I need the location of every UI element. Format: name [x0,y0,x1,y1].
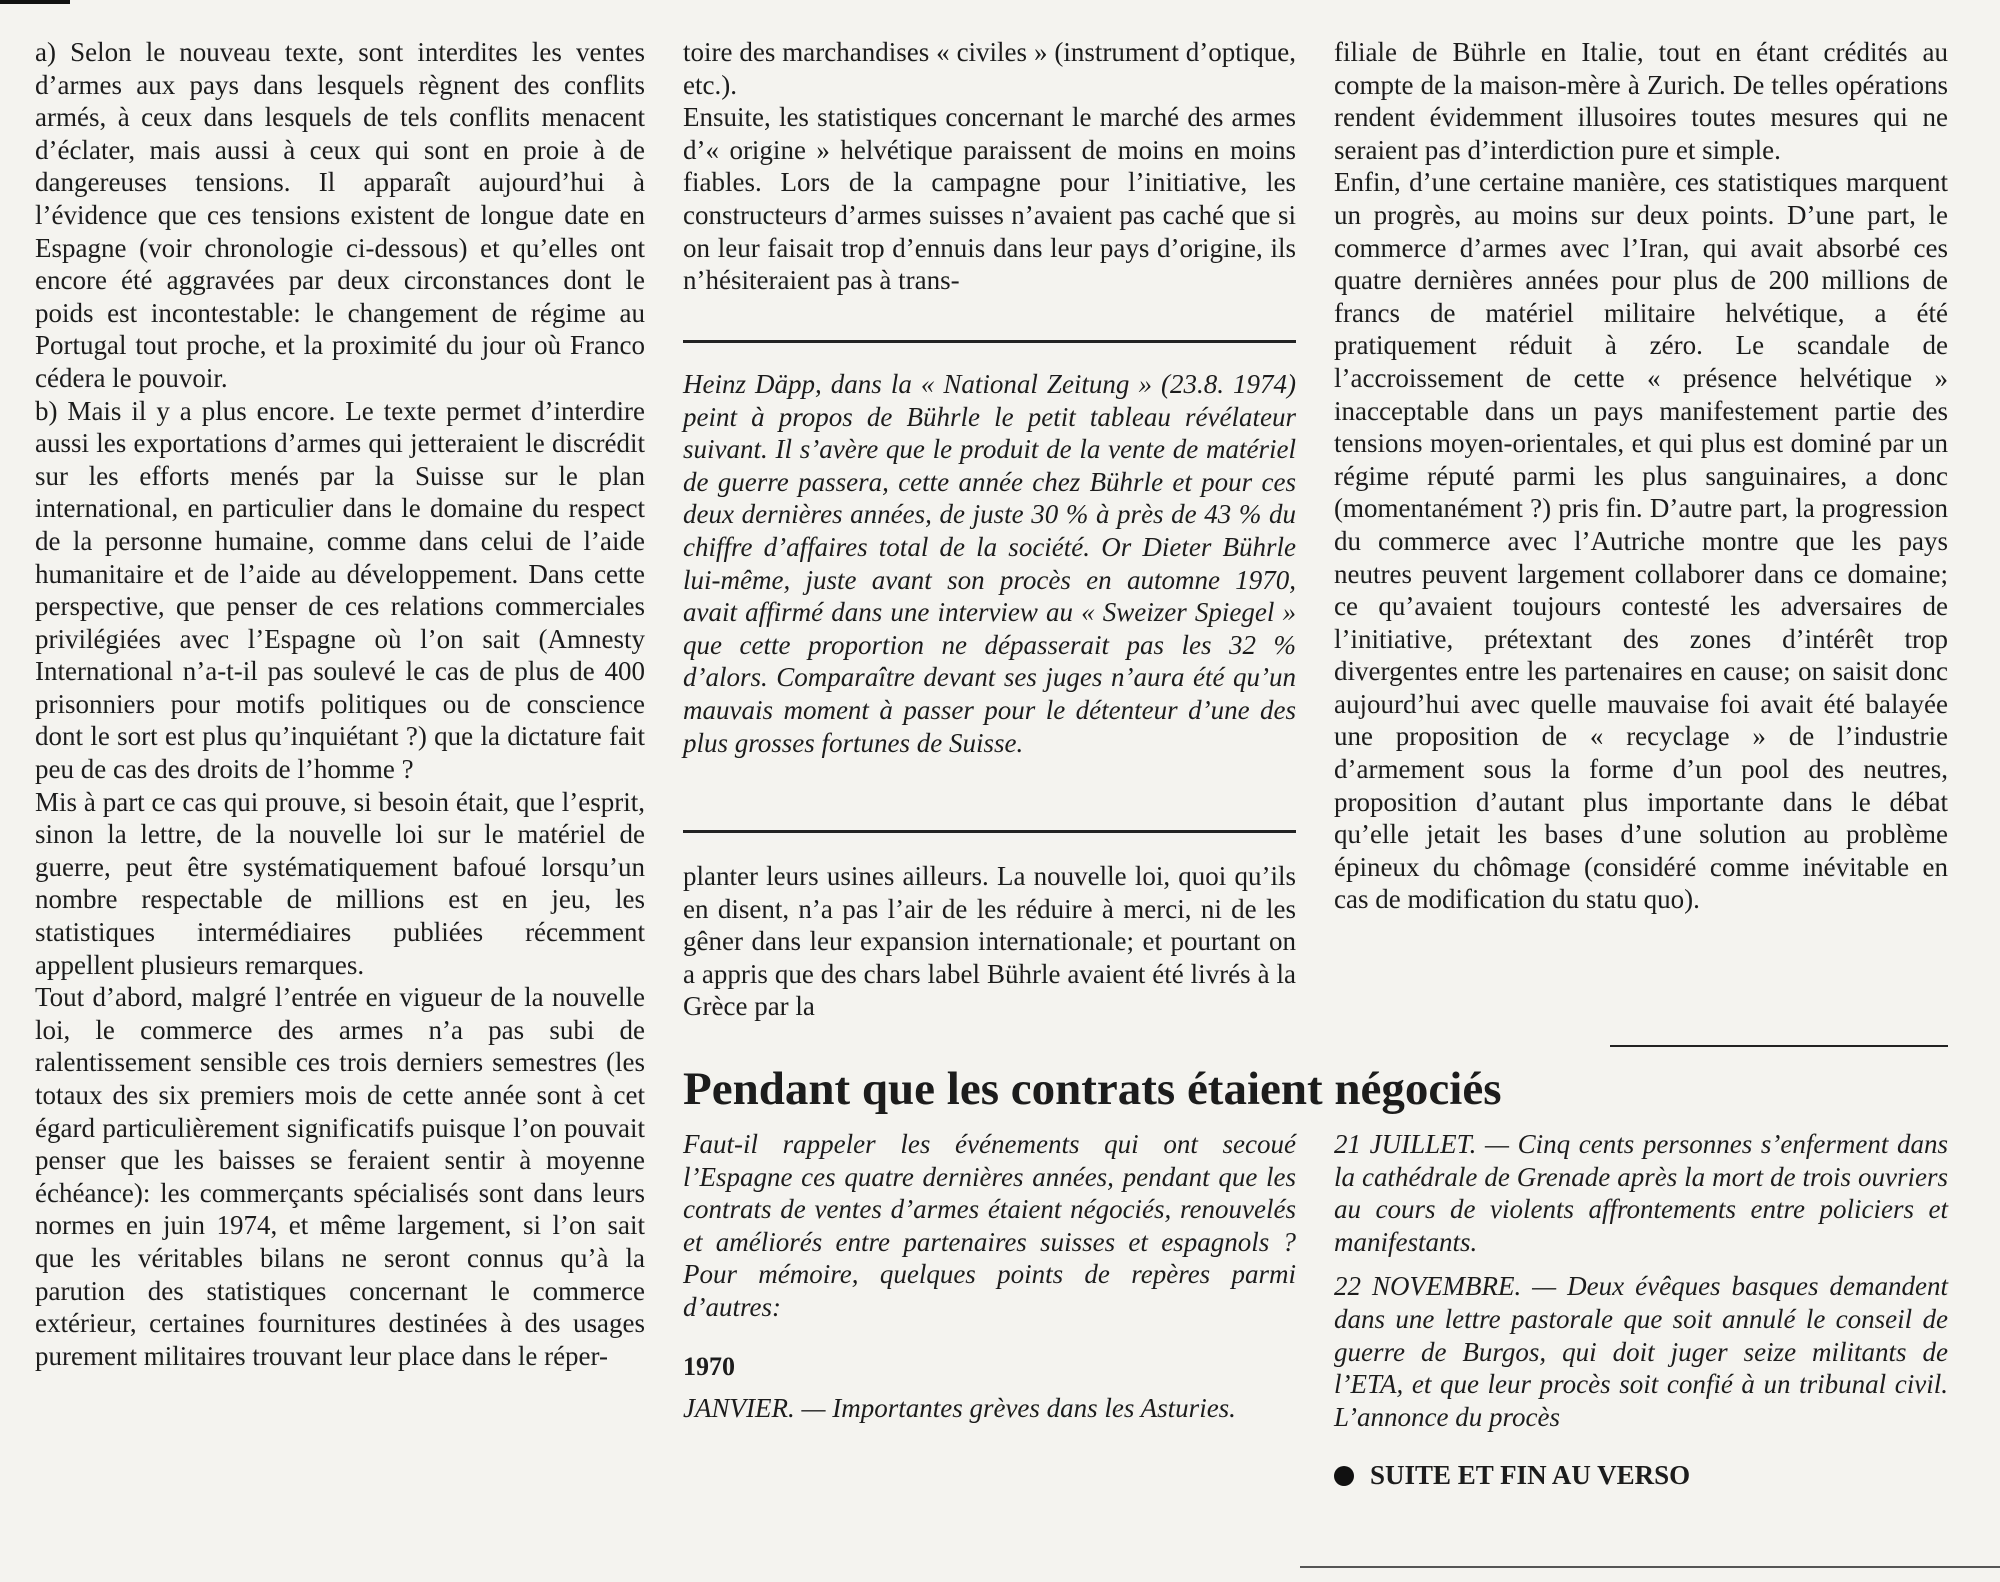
column-1 [35,36,645,1372]
paragraph-planter: planter leurs usines ailleurs. La nouvelle loi, quoi qu’ils en disent, n’a pas l’air de les réduire à merci, ni de les gêner dans leur expansion internationale; et pourtant on a appris que des chars label Bührle avaient été livrés à la Grèce par la [683,861,1296,1022]
paragraph-remarks-intro: Mis à part ce cas qui prouve, si besoin était, que l’esprit, sinon la lettre, de la nouvelle loi sur le matériel de guerre, peut être systématiquement bafoué lorsqu’un nombre respectable de millions est en jeu, les statistiques intermédiaires publiées récemment appellent plusieurs remarques. [35,786,645,980]
inset-box [683,368,1296,759]
section-headline: Pendant que les contrats étaient négociés [683,1063,1502,1115]
chronology-year: 1970 [683,1351,735,1381]
paragraph-continuation: toire des marchandises « civiles » (instrument d’optique, etc.). [683,37,1296,100]
box-top-rule [683,340,1296,343]
chronology-entry-novembre: 22 NOVEMBRE. — Deux évêques basques demandent dans une lettre pastorale que soit annulé le conseil de guerre de Burgos, qui doit juger seize militants de l’ETA, et que leur procès soit confié à un tribunal civil. L’annonce du procès [1334,1271,1948,1432]
box-bottom-rule [683,830,1296,833]
continued-label: SUITE ET FIN AU VERSO [1370,1460,1691,1490]
paragraph-a: a) Selon le nouveau texte, sont interdites les ventes d’armes aux pays dans lesquels règnent des conflits armés, à ceux dans lesquels de tels conflits menacent d’éclater, mais aussi à ceux qui sont en proie à de dangereuses tensions. Il apparaît aujourd’hui à l’évidence que ces tensions existent de longue date en Espagne (voir chronologie ci-dessous) et qu’elles ont encore été aggravées par deux circonstances dont le poids est incontestable: le changement de régime au Portugal tout proche, et la proximité du jour où Franco cédera le pouvoir. [35,37,645,393]
paragraph-enfin: Enfin, d’une certaine manière, ces statistiques marquent un progrès, au moins sur deux points. D’une part, le commerce d’armes avec l’Iran, qui avait absorbé ces quatre dernières années pour plus de 200 millions de francs de matériel militaire helvétique, a été pratiquement réduit à zéro. Le scandale de l’accroissement de cette « présence helvétique » inacceptable dans un pays manifestement partie des tensions moyen-orientales, et qui plus est dominé par un régime réputé parmi les plus sanguinaires, a donc (momentanément ?) pris fin. D’autre part, la progression du commerce avec l’Autriche montre que les pays neutres peuvent largement collaborer dans ce domaine; ce qu’avaient toujours contesté les adversaires de l’initiative, prétextant des zones d’intérêt trop divergentes entre les partenaires en cause; on saisit donc aujourd’hui avec quelle mauvaise foi avait été balayée une proposition de « recyclage » de l’industrie d’armement sous la forme d’un pool des neutres, proposition d’autant plus importante dans le débat qu’elle jetait les bases d’une solution au problème épineux du chômage (considéré comme inévitable en cas de modification du statu quo). [1334,167,1948,915]
chronology-intro: Faut-il rappeler les événements qui ont secoué l’Espagne ces quatre dernières années, pendant que les contrats de ventes d’armes étaient négociés, renouvelés et améliorés entre partenaires suisses et espagnols ? Pour mémoire, quelques points de repères parmi d’autres: [683,1129,1296,1322]
paragraph-filiale: filiale de Bührle en Italie, tout en étant crédités au compte de la maison-mère à Zurich. De telles opérations rendent évidemment illusoires toutes mesures qui ne seraient pas d’interdiction pure et simple. [1334,37,1948,165]
paragraph-b: b) Mais il y a plus encore. Le texte permet d’interdire aussi les exportations d’armes qui jetteraient le discrédit sur les efforts menés par la Suisse sur le plan international, en particulier dans le domaine du respect de la personne humaine, comme dans celui de l’aide humanitaire et de l’aide au développement. Dans cette perspective, que penser de ces relations commerciales privilégiées avec l’Espagne où l’on sait (Amnesty International n’a-t-il pas soulevé le cas de plus de 400 prisonniers pour motifs politiques ou de conscience dont le sort est plus qu’inquiétant ?) que la dictature fait peu de cas des droits de l’homme ? [35,395,645,785]
paragraph-tout-dabord: Tout d’abord, malgré l’entrée en vigueur de la nouvelle loi, le commerce des armes n’a pas subi de ralentissement sensible ces trois derniers semestres (les totaux des six premiers mois de cette année sont à cet égard particulièrement significatifs puisque l’on pouvait penser que les baisses se feraient sentir à moyenne échéance): les commerçants spécialisés sont dans leurs normes en juin 1974, et même largement, si l’on sait que les véritables bilans ne seront connus qu’à la parution des statistiques concernant le commerce extérieur, certaines fournitures destinées à des usages purement militaires trouvant leur place dans le réper- [35,982,645,1371]
continued-notice [1334,1460,1690,1491]
column-3-end-rule [1610,1045,1948,1047]
bottom-rule [1300,1566,2000,1568]
column-3 [1334,36,1948,916]
bullet-icon [1334,1466,1354,1486]
chronology-right [1334,1128,1948,1433]
paragraph-ensuite: Ensuite, les statistiques concernant le marché des armes d’« origine » helvétique paraissent de moins en moins fiables. Lors de la campagne pour l’initiative, les constructeurs d’armes suisses n’avaient pas caché que si on leur faisait trop d’ennuis dans leur pays d’origine, ils n’hésiteraient pas à trans- [683,102,1296,296]
chronology-left [683,1128,1296,1424]
inset-box-text: Heinz Däpp, dans la « National Zeitung » (23.8. 1974) peint à propos de Bührle le petit tableau révélateur suivant. Il s’avère que le produit de la vente de matériel de guerre passera, cette année chez Bührle et pour ces deux dernières années, de juste 30 % à près de 43 % du chiffre d’affaires total de la société. Or Dieter Bührle lui-même, juste avant son procès en automne 1970, avait affirmé dans une interview au « Sweizer Spiegel » que cette proportion ne dépasserait pas les 32 % d’alors. Comparaître devant ses juges n’aura été qu’un mauvais moment à passer pour le détenteur d’une des plus grosses fortunes de Suisse. [683,369,1296,758]
chronology-entry-janvier: JANVIER. — Importantes grèves dans les Asturies. [683,1392,1236,1423]
column-2-continued [683,860,1296,1023]
corner-mark [0,0,70,4]
chronology-entry-juillet: 21 JUILLET. — Cinq cents personnes s’enferment dans la cathédrale de Grenade après la mort de trois ouvriers au cours de violents affrontements entre policiers et manifestants. [1334,1129,1948,1257]
column-2 [683,36,1296,297]
